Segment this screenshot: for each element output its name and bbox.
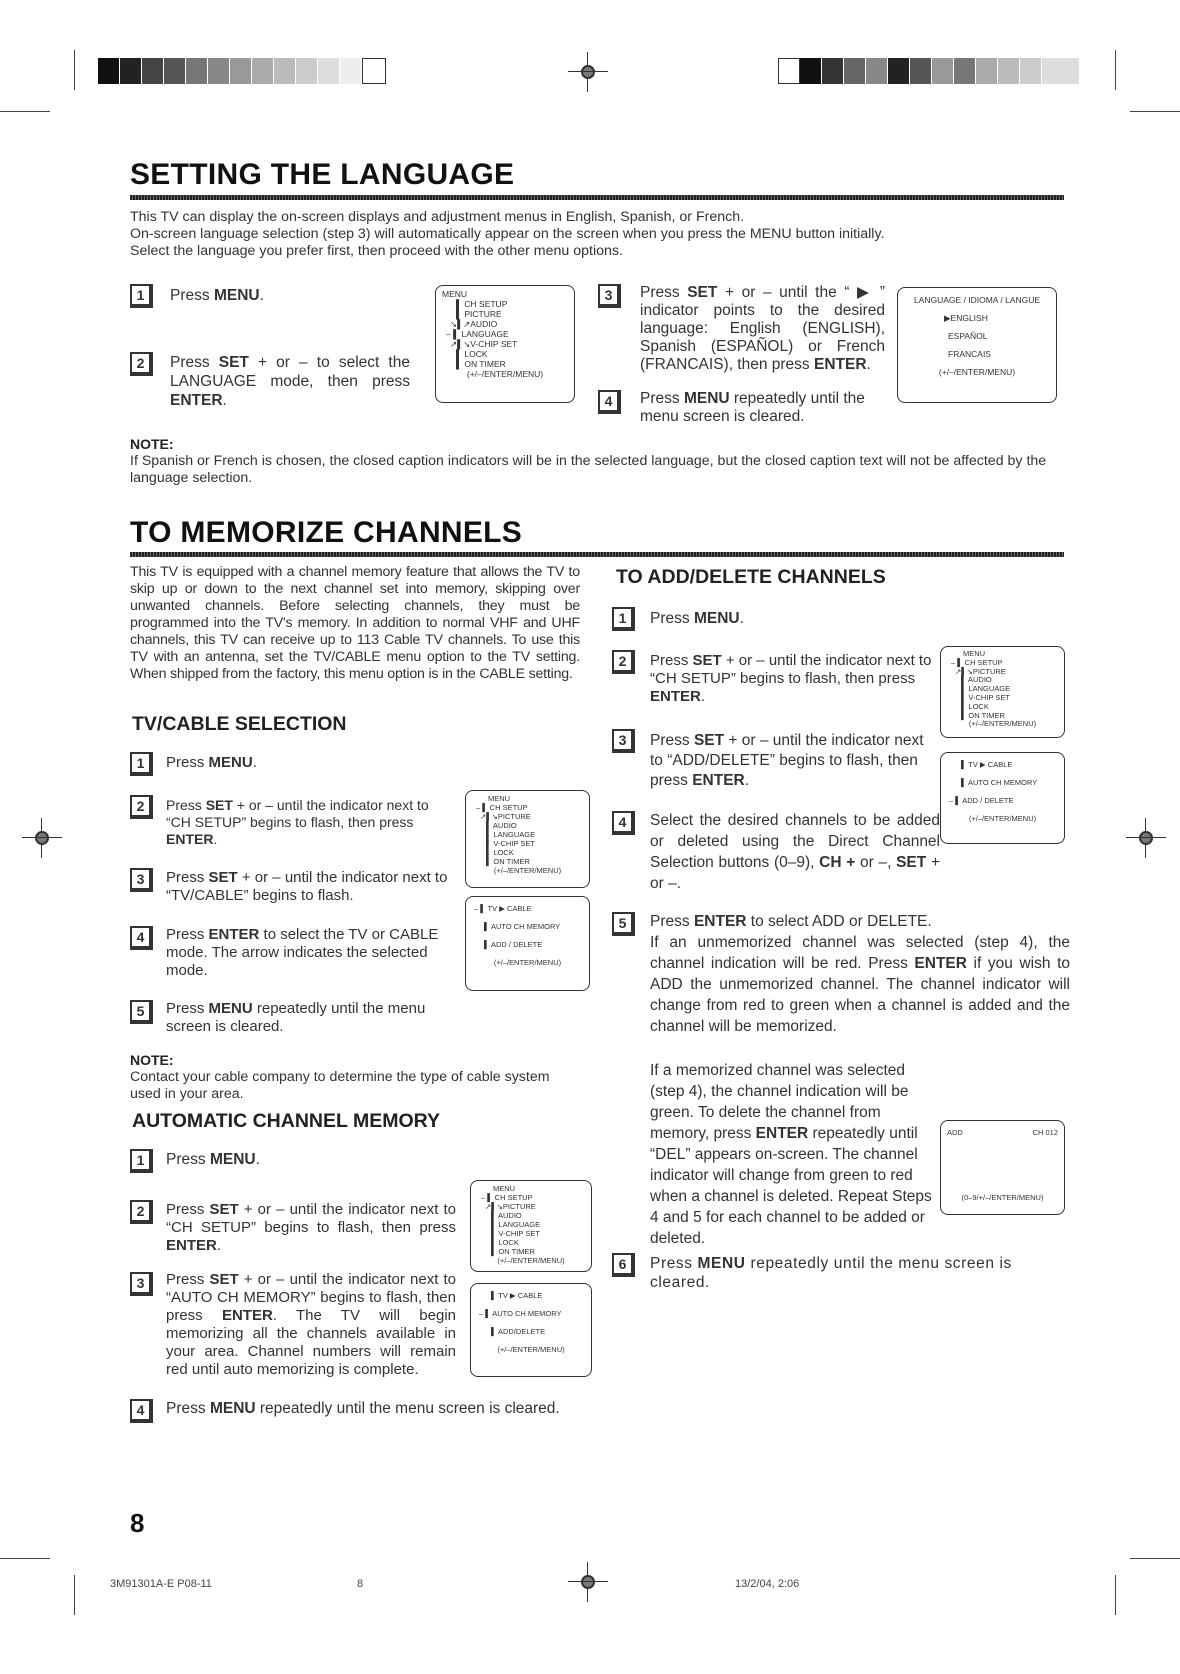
crop-mark bbox=[74, 1575, 75, 1615]
tvcable-step-2: Press SET + or – until the indicator next to “CH SETUP” begins to flash, then press ENTER. bbox=[166, 797, 429, 847]
osd-add-delete: ▌ TV ▶ CABLE ▌ AUTO CH MEMORY – ▌ ADD / DELETE (+/–/ENTER/MENU) bbox=[940, 752, 1065, 844]
step-number: 6 bbox=[612, 1253, 633, 1275]
adddel-step-3: Press SET + or – until the indicator next to “ADD/DELETE” begins to flash, then press ENTER. bbox=[650, 732, 924, 789]
print-date: 13/2/04, 2:06 bbox=[735, 1578, 800, 1590]
adddel-step-5: Press ENTER to select ADD or DELETE. bbox=[650, 913, 932, 930]
osd-add-channel: ADD CH 012 (0–9/+/–/ENTER/MENU) bbox=[940, 1120, 1065, 1215]
registration-bar-right bbox=[778, 58, 1080, 84]
language-note-text: If Spanish or French is chosen, the closed caption indicators will be in the selected language, but the closed caption text will not be affected by the language selection. bbox=[130, 453, 1047, 486]
language-step-2: Press SET + or – to select the LANGUAGE mode, then press ENTER. bbox=[170, 354, 410, 409]
page-number-small: 8 bbox=[357, 1578, 364, 1590]
step-number: 3 bbox=[130, 868, 151, 890]
automem-step-3: Press SET + or – until the indicator next to “AUTO CH MEMORY” begins to flash, then press ENTER. The TV will begin memorizing all the channels available in your area. Channel numbers will remain red until auto memorizing is complete. bbox=[166, 1271, 457, 1378]
note-label: NOTE: bbox=[130, 436, 174, 452]
tvcable-step-1: Press MENU. bbox=[166, 754, 257, 771]
osd-ch-setup-auto: MENU – ▌ CH SETUP ↗▌↘PICTURE ▌ AUDIO ▌ LANGUAGE ▌ V-CHIP SET ▌ LOCK ▌ ON TIMER (+/–/ENTER/MENU) bbox=[470, 1180, 592, 1272]
section-rule bbox=[130, 552, 1064, 557]
crop-mark bbox=[0, 1558, 50, 1559]
adddel-step-6: Press MENU repeatedly until the menu screen is cleared. bbox=[650, 1255, 1012, 1291]
adddel-step-4: Select the desired channels to be added or deleted using the Direct Channel Selection buttons (0–9), CH + or –, SET + or –. bbox=[650, 812, 940, 892]
crosshair-icon bbox=[30, 826, 54, 850]
osd-tv-cable: – ▌ TV ▶ CABLE ▌ AUTO CH MEMORY ▌ ADD / DELETE (+/–/ENTER/MENU) bbox=[465, 896, 590, 991]
crop-mark bbox=[1115, 1575, 1116, 1615]
tvcable-step-3: Press SET + or – until the indicator next to “TV/CABLE” begins to flash. bbox=[166, 869, 448, 904]
page-number: 8 bbox=[130, 1508, 145, 1538]
crop-mark bbox=[1115, 50, 1116, 90]
language-step-3: Press SET + or – until the “ ▶ ” indicator points to the desired language: English (ENGLISH), Spanish (ESPAÑOL) or French (FRANCAIS), then press ENTER. bbox=[640, 284, 885, 373]
step-number: 5 bbox=[130, 1000, 151, 1022]
crop-mark bbox=[74, 50, 75, 90]
adddel-step-1: Press MENU. bbox=[650, 610, 744, 627]
automem-step-4: Press MENU repeatedly until the menu screen is cleared. bbox=[166, 1400, 560, 1417]
osd-ch-setup-adddel: MENU – ▌ CH SETUP ↗▌↘PICTURE ▌ AUDIO ▌ LANGUAGE ▌ V-CHIP SET ▌ LOCK ▌ ON TIMER (+/–/ENTER/MENU) bbox=[940, 646, 1065, 738]
step-number: 3 bbox=[130, 1272, 151, 1294]
crosshair-icon bbox=[576, 1570, 600, 1594]
language-step-4: Press MENU repeatedly until the menu screen is cleared. bbox=[640, 390, 865, 425]
section-title-memorize: TO MEMORIZE CHANNELS bbox=[130, 516, 523, 549]
note-label: NOTE: bbox=[130, 1052, 174, 1068]
step-number: 4 bbox=[130, 926, 151, 948]
subtitle-tv-cable: TV/CABLE SELECTION bbox=[132, 713, 347, 735]
crop-mark bbox=[0, 111, 50, 112]
adddel-step-5-detail-1: If an unmemorized channel was selected (step 4), the channel indication will be red. Press ENTER if you wish to ADD the unmemorized channel. The channel indicator will change from red to green when a channel is added and the channel will be memorized. bbox=[650, 934, 1071, 1035]
section-title-language: SETTING THE LANGUAGE bbox=[130, 158, 515, 191]
step-number: 1 bbox=[130, 284, 151, 306]
osd-menu-language: MENU ▌ CH SETUP ▌ PICTURE ↘▌↗AUDIO – ▌ LANGUAGE ↗▌↘V-CHIP SET ▌ LOCK ▌ ON TIMER (+/–/ENTER/MENU) bbox=[435, 285, 575, 403]
crosshair-icon bbox=[1134, 826, 1158, 850]
section-rule bbox=[130, 195, 1064, 200]
step-number: 3 bbox=[598, 284, 619, 306]
doc-code: 3M91301A-E P08-11 bbox=[110, 1578, 212, 1590]
step-number: 3 bbox=[612, 729, 633, 751]
osd-channel-number: CH 012 bbox=[1032, 1128, 1058, 1137]
subtitle-auto-memory: AUTOMATIC CHANNEL MEMORY bbox=[132, 1110, 441, 1132]
osd-language-select: LANGUAGE / IDIOMA / LANGUE ▶ENGLISH ESPAÑOL FRANCAIS (+/–/ENTER/MENU) bbox=[897, 287, 1057, 403]
adddel-step-2: Press SET + or – until the indicator next to “CH SETUP” begins to flash, then press ENTER. bbox=[650, 652, 932, 705]
step-number: 2 bbox=[130, 1200, 151, 1222]
step-number: 5 bbox=[612, 912, 633, 934]
crop-mark bbox=[1130, 111, 1180, 112]
step-number: 2 bbox=[130, 352, 151, 374]
registration-bar-left bbox=[98, 58, 388, 84]
memorize-intro: This TV is equipped with a channel memory feature that allows the TV to skip up or down to the next channel set into memory, skipping over unwanted channels. Before selecting channels, they must be programmed into the TV's memory. In addition to normal VHF and UHF channels, this TV can receive up to 113 Cable TV channels. To use this TV with an antenna, set the TV/CABLE menu option to the TV setting. When shipped from the factory, this menu option is in the CABLE setting. bbox=[130, 564, 580, 682]
step-number: 2 bbox=[612, 650, 633, 672]
step-number: 2 bbox=[130, 795, 151, 817]
language-intro: This TV can display the on-screen displays and adjustment menus in English, Spanish, or French. On-screen language selection (step 3) will automatically appear on the screen when you press the MENU button initially. Select the language you prefer first, then proceed with the other menu options. bbox=[130, 209, 885, 259]
crop-mark bbox=[1130, 1558, 1180, 1559]
tvcable-note-text: Contact your cable company to determine the type of cable system used in your area. bbox=[130, 1069, 550, 1102]
tvcable-step-4: Press ENTER to select the TV or CABLE mode. The arrow indicates the selected mode. bbox=[166, 926, 439, 979]
language-step-1: Press MENU. bbox=[170, 287, 264, 304]
step-number: 1 bbox=[612, 607, 633, 629]
adddel-step-5-detail-2: If a memorized channel was selected (step 4), the channel indication will be green. To delete the channel from memory, press ENTER repeatedly until “DEL” appears on-screen. The channel indicator will change from green to red when a channel is deleted. Repeat Steps 4 and 5 for each channel to be added or deleted. bbox=[650, 1062, 932, 1247]
osd-add-label: ADD bbox=[947, 1128, 963, 1137]
crosshair-icon bbox=[576, 60, 600, 84]
automem-step-1: Press MENU. bbox=[166, 1151, 260, 1168]
tvcable-step-5: Press MENU repeatedly until the menu screen is cleared. bbox=[166, 1000, 426, 1035]
step-number: 4 bbox=[130, 1399, 151, 1421]
step-number: 4 bbox=[612, 811, 633, 833]
automem-step-2: Press SET + or – until the indicator next to “CH SETUP” begins to flash, then press ENTER. bbox=[166, 1201, 456, 1254]
step-number: 4 bbox=[598, 390, 619, 412]
osd-auto-ch-memory: ▌ TV ▶ CABLE – ▌ AUTO CH MEMORY ▌ ADD/DELETE (+/–/ENTER/MENU) bbox=[470, 1283, 592, 1377]
step-number: 1 bbox=[130, 752, 151, 774]
subtitle-add-delete: TO ADD/DELETE CHANNELS bbox=[616, 566, 886, 588]
step-number: 1 bbox=[130, 1149, 151, 1171]
osd-ch-setup: MENU – ▌ CH SETUP ↗▌↘PICTURE ▌ AUDIO ▌ LANGUAGE ▌ V-CHIP SET ▌ LOCK ▌ ON TIMER (+/–/ENTER/MENU) bbox=[465, 790, 590, 888]
